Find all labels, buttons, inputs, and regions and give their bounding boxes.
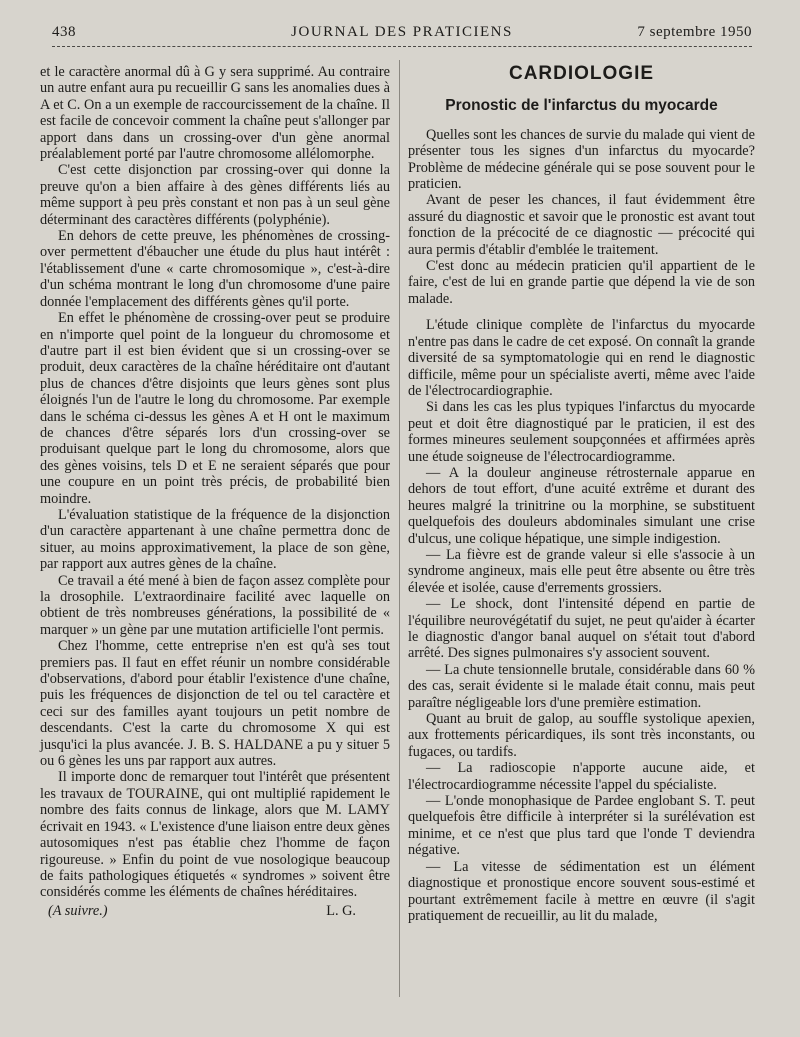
author-initials: L. G. [326,902,356,919]
header-rule [52,46,752,47]
paragraph: Il importe donc de remarquer tout l'intérêt que présentent les travaux de TOURAINE, qui ont multiplié rapidement le nombre des faits connus de linkage, alors que M. LAMY écrivait en 1943. « L'existence d'une liaison entre deux gènes autosomiques n'est pas établie chez l'homme de façon rigoureuse. » Enfin du point de vue nosologique beaucoup de faits pathologiques étiquetés « syndromes » soivent être considérés comme les éléments de chaînes héréditaires. [40,769,390,901]
paragraph: Ce travail a été mené à bien de façon assez complète pour la drosophile. L'extraordinaire facilité avec laquelle on obtient de très nombreuses générations, la possibilité de « marquer » un gène par une mutation artificielle l'ont permis. [40,572,390,638]
to-be-continued: (A suivre.) [48,902,108,919]
issue-date: 7 septembre 1950 [637,24,752,40]
article-footer [40,903,390,919]
section-heading: CARDIOLOGIE [508,63,655,84]
running-header [52,22,752,46]
paragraph: En dehors de cette preuve, les phénomènes de crossing-over permettent d'ébaucher une étude du plus haut intérêt : l'établissement d'une « carte chromosomique », c'est-à-dire d'un schéma montrant le long d'un chromosome d'une paire donnée l'emplacement des différents gènes qu'il porte. [40,228,390,310]
paragraph: — L'onde monophasique de Pardee englobant S. T. peut quelquefois être difficile à interpréter si la surélévation est minime, et ce n'est que plus tard que l'onde T deviendra négative. [408,793,755,859]
paragraph: Si dans les cas les plus typiques l'infarctus du myocarde peut et doit être diagnostiqué par le praticien, il est des formes mineures seulement soupçonnées et affirmées après une étude soigneuse de l'électrocardiogramme. [408,399,755,465]
column-divider [399,60,400,997]
paragraph: Quelles sont les chances de survie du malade qui vient de présenter tous les signes d'un infarctus du myocarde? Problème de médecine générale qui se pose souvent pour le praticien. [408,126,755,193]
paragraph: — Le shock, dont l'intensité dépend en partie de l'équilibre neurovégétatif du sujet, ne peut qu'aider à écarter le diagnostic d'angor banal auquel on s'était tout d'abord arrêté. Des signes pulmonaires s'y associent souvent. [408,596,755,662]
paragraph: En effet le phénomène de crossing-over peut se produire en n'importe quel point de la longueur du chromosome et d'autre part il est bien évident que si un crossing-over se produit, deux caractères de la chaîne héréditaire ont d'autant plus de chances d'être disjoints que leurs gènes sont plus éloignés l'un de l'autre le long du chromosome. Par exemple dans le schéma ci-dessus les gènes A et H ont le maximum de chances d'être séparés lors d'un crossing-over se produisant quelque part le long du chromosome, alors que des gènes voisins, tels D et E ne seraient séparés que pour une coupure en un point très précis, de probabilité bien moindre. [40,310,390,507]
paragraph: L'étude clinique complète de l'infarctus du myocarde n'entre pas dans le cadre de cet exposé. On connaît la grande diversité de sa symptomatologie qui en rend le diagnostic difficile, même pour un spécialiste averti, même avec l'aide de l'électrocardiographie. [408,317,755,399]
article-title: Pronostic de l'infarctus du myocarde [445,97,718,115]
right-column [408,64,755,924]
paragraph: Chez l'homme, cette entreprise n'en est qu'à ses tout premiers pas. Il faut en effet réunir un nombre considérable d'observations, d'abord pour établir l'existence d'une chaîne, puis les fréquences de disjonction de tel ou tel caractère et ceci sur des familles ayant toujours un petit nombre de descendants. C'est la carte du chromosome X qui est jusqu'ici la plus avancée. J. B. S. HALDANE a pu y situer 5 ou 6 gènes les uns par rapport aux autres. [40,638,390,770]
paragraph: C'est donc au médecin praticien qu'il appartient de le faire, c'est de lui en grande partie que dépend la vie de son malade. [408,258,755,307]
paragraph: L'évaluation statistique de la fréquence de la disjonction d'un caractère appartenant à une chaîne permettra donc de situer, au moins approximativement, la place de son gène, par rapport aux autres gènes de la chaîne. [40,506,390,573]
paragraph: — La fièvre est de grande valeur si elle s'associe à un syndrome angineux, mais elle peut être absente ou être très élevée et isolée, cause d'errements grossiers. [408,546,755,596]
paragraph: — La chute tensionnelle brutale, considérable dans 60 % des cas, serait évidente si le malade était connu, mais peut paraître négligeable lors d'une première estimation. [408,661,755,711]
journal-title: JOURNAL DES PRATICIENS [291,24,513,40]
paragraph: Avant de peser les chances, il faut évidemment être assuré du diagnostic et savoir que le pronostic est avant tout fonction de la précocité de ce diagnostic — précocité qui aura permis d'établir d'emblée le traitement. [408,192,755,258]
page-number: 438 [52,24,76,40]
paragraph: — La vitesse de sédimentation est un élément diagnostique et pronostique encore souvent sous-estimé et pourtant extrêmement facile à mettre en œuvre (il s'agit pratiquement de recueillir, au lit du malade, [408,858,755,924]
paragraph: Quant au bruit de galop, au souffle systolique apexien, aux frottements péricardiques, ils sont très inconstants, ou fugaces, ou tardifs. [408,711,755,760]
left-column [40,64,390,919]
paragraph: — La radioscopie n'apporte aucune aide, et l'électrocardiogramme nécessite l'appel du spécialiste. [408,760,755,793]
paragraph: C'est cette disjonction par crossing-over qui donne la preuve qu'on a bien affaire à des gènes différents liés au même support à peu près constant et non pas à un seul gène déterminant des caractères différents (polyphénie). [40,162,390,228]
paragraph: — A la douleur angineuse rétrosternale apparue en dehors de tout effort, d'une acuité extrême et durant des heures malgré la trinitrine ou la morphine, se substituent quelquefois des douleurs abdominales simulant une crise d'ulcus, une colique hépatique, une simple indigestion. [408,464,755,547]
paragraph: et le caractère anormal dû à G y sera supprimé. Au contraire un autre enfant aura pu recueillir G sans les anomalies dues à A et C. On a un exemple de raccourcissement de la chaîne. Il est facile de concevoir comment la chaîne peut s'allonger par apport dans dans un crossing-over d'un gène anormal préalablement porté par l'autre chromosome allélomorphe. [40,64,390,163]
